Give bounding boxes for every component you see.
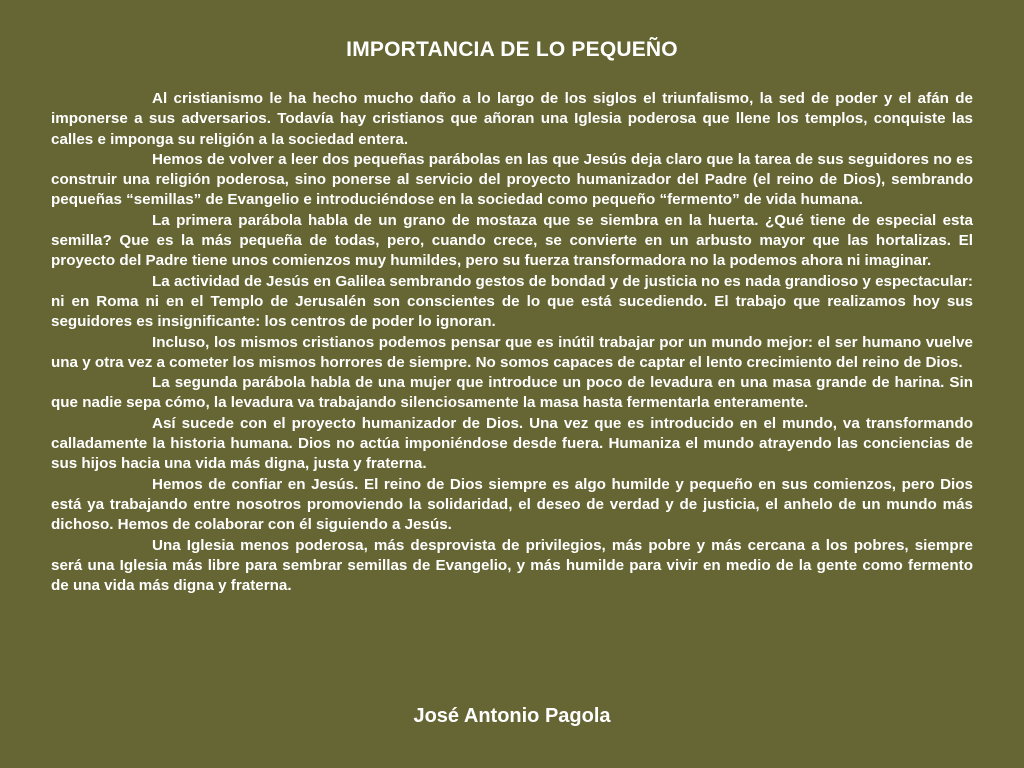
paragraph: Incluso, los mismos cristianos podemos pensar que es inútil trabajar por un mundo mejor: el ser humano vuelve una y otra vez a cometer los mismos horrores de siempre. No somos capaces de captar el lento crecimiento del reino de Dios.: [51, 333, 973, 371]
document-title: IMPORTANCIA DE LO PEQUEÑO: [346, 38, 678, 61]
paragraph: La segunda parábola habla de una mujer que introduce un poco de levadura en una masa grande de harina. Sin que nadie sepa cómo, la levadura va trabajando silenciosamente la masa hasta fermentarla enteramente.: [51, 374, 973, 412]
paragraph: La primera parábola habla de un grano de mostaza que se siembra en la huerta. ¿Qué tiene de especial esta semilla? Que es la más pequeña de todas, pero, cuando crece, se convierte en un arbusto mayor que las hortalizas. El proyecto del Padre tiene unos comienzos muy humildes, pero su fuerza transformadora no la podemos ahora ni imaginar.: [51, 211, 973, 270]
paragraph: Así sucede con el proyecto humanizador de Dios. Una vez que es introducido en el mundo, va transformando calladamente la historia humana. Dios no actúa imponiéndose desde fuera. Humaniza el mundo atrayendo las conciencias de sus hijos hacia una vida más digna, justa y fraterna.: [51, 414, 973, 473]
paragraph: Hemos de confiar en Jesús. El reino de Dios siempre es algo humilde y pequeño en sus comienzos, pero Dios está ya trabajando entre nosotros promoviendo la solidaridad, el deseo de verdad y de justicia, el anhelo de un mundo más dichoso. Hemos de colaborar con él siguiendo a Jesús.: [51, 475, 973, 534]
paragraph: Al cristianismo le ha hecho mucho daño a lo largo de los siglos el triunfalismo, la sed de poder y el afán de imponerse a sus adversarios. Todavía hay cristianos que añoran una Iglesia poderosa que llene los templos, conquiste las calles e imponga su religión a la sociedad entera.: [51, 90, 973, 148]
document-body: [51, 89, 973, 596]
author-signature: José Antonio Pagola: [413, 705, 611, 727]
paragraph: Hemos de volver a leer dos pequeñas parábolas en las que Jesús deja claro que la tarea de sus seguidores no es construir una religión poderosa, sino ponerse al servicio del proyecto humanizador del Padre (el reino de Dios), sembrando pequeñas “semillas” de Evangelio e introduciéndose en la sociedad como pequeño “fermento” de vida humana.: [51, 150, 973, 209]
paragraph: Una Iglesia menos poderosa, más desprovista de privilegios, más pobre y más cercana a los pobres, siempre será una Iglesia más libre para sembrar semillas de Evangelio, y más humilde para vivir en medio de la gente como fermento de una vida más digna y fraterna.: [51, 536, 973, 595]
paragraph: La actividad de Jesús en Galilea sembrando gestos de bondad y de justicia no es nada grandioso y espectacular: ni en Roma ni en el Templo de Jerusalén son conscientes de lo que está sucediendo. El trabajo que realizamos hoy sus seguidores es insignificante: los centros de poder lo ignoran.: [51, 272, 973, 331]
